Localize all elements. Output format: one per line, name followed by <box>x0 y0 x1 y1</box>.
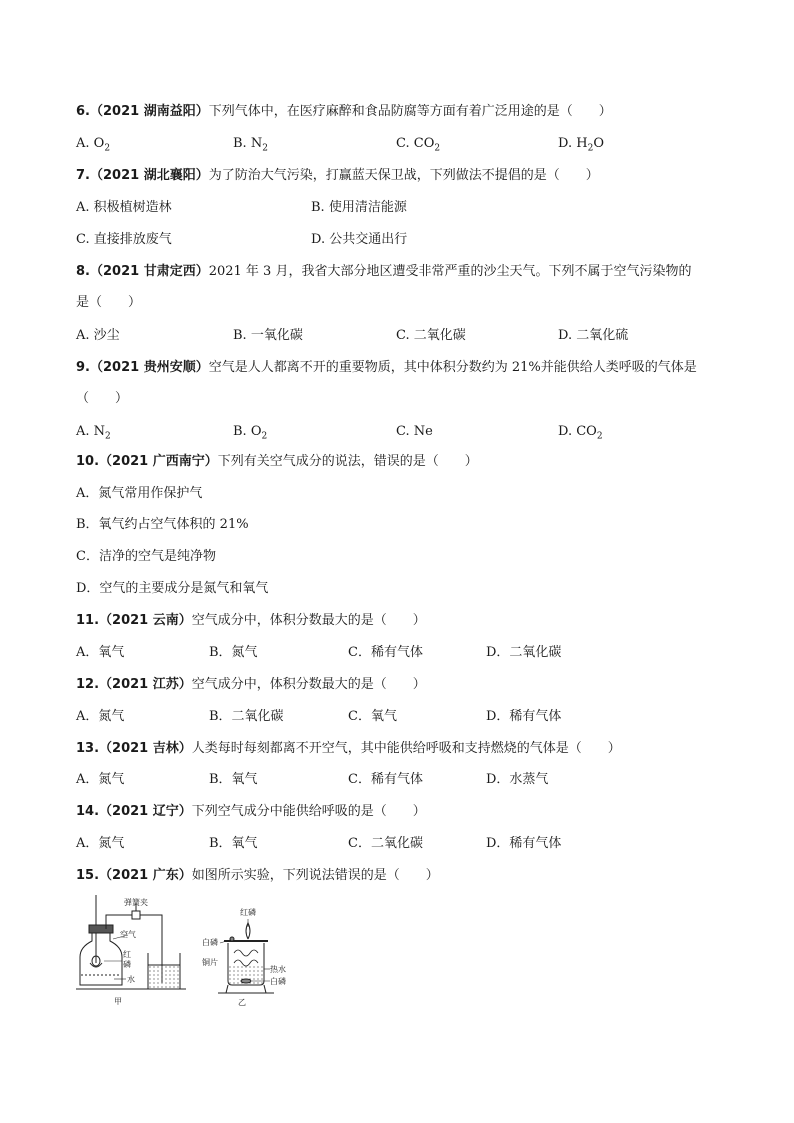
question-text: 下列有关空气成分的说法，错误的是（ ） <box>217 454 478 469</box>
caption-jia: 甲 <box>114 997 122 1006</box>
question-number: 6. <box>76 104 90 119</box>
option-a[interactable]: A．氮气常用作保护气 <box>76 486 203 501</box>
option-b[interactable]: B．氧气 <box>209 772 258 787</box>
question-number: 14. <box>76 804 100 819</box>
label-air: 空气 <box>120 930 136 939</box>
question-text: 如图所示实验，下列说法错误的是（ ） <box>191 868 439 883</box>
question-text: 人类每时每刻都离不开空气，其中能供给呼吸和支持燃烧的气体是（ ） <box>191 741 621 756</box>
option-d[interactable]: D．二氧化碳 <box>486 645 562 660</box>
question-text: 空气成分中，体积分数最大的是（ ） <box>191 677 426 692</box>
question-source: （2021 广东） <box>99 868 192 883</box>
option-a[interactable]: A．氧气 <box>76 645 125 660</box>
question-number: 12. <box>76 677 100 692</box>
option-c[interactable]: C．洁净的空气是纯净物 <box>76 549 216 564</box>
question-source: （2021 江苏） <box>99 677 192 692</box>
option-a[interactable]: A．氮气 <box>76 772 125 787</box>
question-8-continued: 是（ ） <box>76 295 142 310</box>
question-number: 13. <box>76 741 100 756</box>
question-source: （2021 贵州安顺） <box>89 360 209 375</box>
question-11 <box>76 611 726 631</box>
question-12 <box>76 675 726 695</box>
question-14 <box>76 802 726 822</box>
label-hot-water: 热水 <box>270 965 286 974</box>
option-d[interactable]: D. $H_2O$ <box>558 136 604 154</box>
options-11 <box>76 643 726 663</box>
figure-yi <box>218 919 274 993</box>
experiment-diagram <box>76 893 316 1009</box>
options-7-row2 <box>76 230 726 250</box>
question-number: 8. <box>76 264 90 279</box>
options-13 <box>76 770 726 790</box>
options-12 <box>76 707 726 727</box>
label-white-phosphorus-2: 白磷 <box>270 977 286 986</box>
question-number: 10. <box>76 454 100 469</box>
question-text: 空气成分中，体积分数最大的是（ ） <box>191 613 426 628</box>
question-number: 11. <box>76 613 100 628</box>
option-c[interactable]: C．二氧化碳 <box>348 836 423 851</box>
option-d[interactable]: D. 公共交通出行 <box>311 232 408 247</box>
flask <box>80 933 122 985</box>
question-13 <box>76 739 726 759</box>
option-b[interactable]: B．氮气 <box>209 645 258 660</box>
question-text: 下列气体中，在医疗麻醉和食品防腐等方面有着广泛用途的是（ ） <box>208 104 612 119</box>
question-9 <box>76 358 726 378</box>
question-7 <box>76 166 726 186</box>
label-water: 水 <box>127 975 135 984</box>
question-text: 为了防治大气污染，打赢蓝天保卫战，下列做法不提倡的是（ ） <box>208 168 599 183</box>
question-text: 2021 年 3 月，我省大部分地区遭受非常严重的沙尘天气。下列不属于空气污染物的 <box>208 264 692 279</box>
label-phosphorus: 磷 <box>123 960 131 969</box>
option-c[interactable]: C. 二氧化碳 <box>396 328 466 343</box>
question-number: 15. <box>76 868 100 883</box>
option-d[interactable]: D．空气的主要成分是氮气和氧气 <box>76 581 269 596</box>
option-a[interactable]: A. 沙尘 <box>76 328 120 343</box>
option-b[interactable]: B. $O_2$ <box>233 424 268 442</box>
option-a[interactable]: A．氮气 <box>76 709 125 724</box>
beaker-water <box>149 965 179 988</box>
option-a[interactable]: A. $O_2$ <box>76 136 111 154</box>
option-a[interactable]: A．氮气 <box>76 836 125 851</box>
white-phosphorus-underwater <box>241 979 251 983</box>
label-white-phosphorus: 白磷 <box>202 938 218 947</box>
question-number: 7. <box>76 168 90 183</box>
experiment-figures <box>76 893 316 1009</box>
caption-yi: 乙 <box>238 998 246 1007</box>
option-b[interactable]: B. $N_2$ <box>233 136 268 154</box>
question-number: 9. <box>76 360 90 375</box>
question-source: （2021 云南） <box>99 613 192 628</box>
question-source: （2021 湖北襄阳） <box>89 168 209 183</box>
option-d[interactable]: D. 二氧化硫 <box>558 328 629 343</box>
question-source: （2021 吉林） <box>99 741 192 756</box>
option-d[interactable]: D．水蒸气 <box>486 772 549 787</box>
question-10 <box>76 452 726 472</box>
question-text: 下列空气成分中能供给呼吸的是（ ） <box>191 804 426 819</box>
question-9-continued: （ ） <box>76 391 129 406</box>
option-b[interactable]: B．二氧化碳 <box>209 709 284 724</box>
option-d[interactable]: D．稀有气体 <box>486 836 562 851</box>
option-d[interactable]: D．稀有气体 <box>486 709 562 724</box>
label-red-phosphorus: 红磷 <box>240 908 256 917</box>
option-b[interactable]: B．氧气约占空气体积的 21% <box>76 517 249 532</box>
question-source: （2021 甘肃定西） <box>89 264 209 279</box>
options-14 <box>76 834 726 854</box>
option-d[interactable]: D. $CO_2$ <box>558 424 603 442</box>
options-6 <box>76 134 726 154</box>
options-9 <box>76 422 726 442</box>
option-c[interactable]: C. 直接排放废气 <box>76 232 172 247</box>
options-8 <box>76 326 726 346</box>
option-b[interactable]: B．氧气 <box>209 836 258 851</box>
option-a[interactable]: A. $N_2$ <box>76 424 111 442</box>
label-red: 红 <box>123 950 131 959</box>
stopper <box>89 925 113 933</box>
question-source: （2021 广西南宁） <box>99 454 218 469</box>
option-c[interactable]: C．稀有气体 <box>348 645 423 660</box>
options-7-row1 <box>76 198 726 218</box>
label-copper: 铜片 <box>202 958 218 967</box>
option-b[interactable]: B. 使用清洁能源 <box>311 200 407 215</box>
option-c[interactable]: C. Ne <box>396 424 433 439</box>
hot-water-waves <box>234 950 258 956</box>
question-text: 空气是人人都离不开的重要物质，其中体积分数约为 21%并能供给人类呼吸的气体是 <box>208 360 697 375</box>
question-15 <box>76 866 726 886</box>
spring-clip <box>132 911 140 919</box>
option-c[interactable]: C. $CO_2$ <box>396 136 441 154</box>
question-6 <box>76 102 726 122</box>
option-b[interactable]: B. 一氧化碳 <box>233 328 303 343</box>
question-source: （2021 湖南益阳） <box>89 104 209 119</box>
option-c[interactable]: C．稀有气体 <box>348 772 423 787</box>
question-source: （2021 辽宁） <box>99 804 192 819</box>
white-phosphorus-plate <box>230 937 234 941</box>
option-c[interactable]: C．氧气 <box>348 709 397 724</box>
question-8 <box>76 262 726 282</box>
label-spring-clip: 弹簧夹 <box>124 898 148 907</box>
option-a[interactable]: A. 积极植树造林 <box>76 200 172 215</box>
